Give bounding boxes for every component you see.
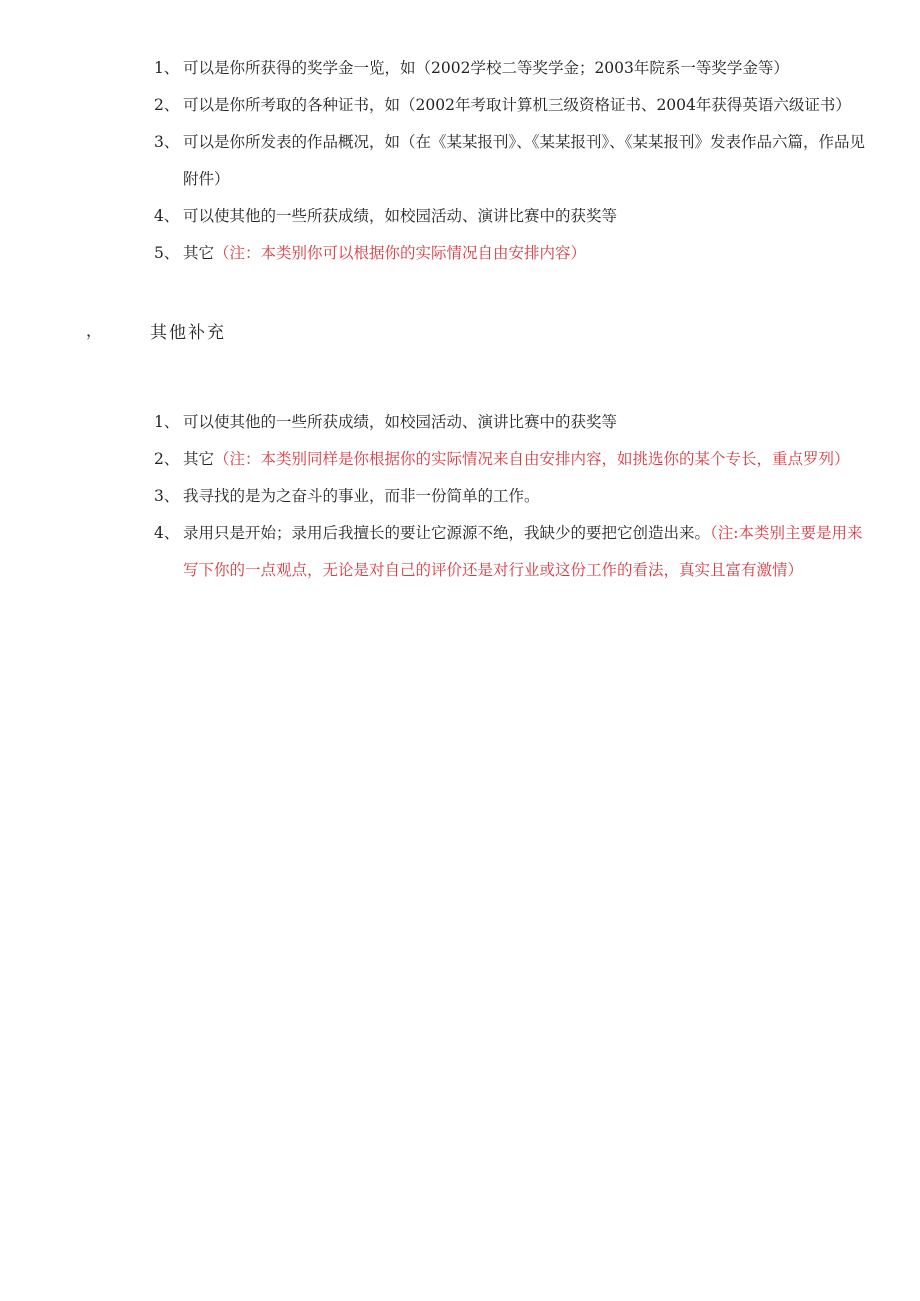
item-text: 可以是你所获得的奖学金一览，如（2002学校二等奖学金；2003年院系一等奖学金等） <box>183 59 789 77</box>
supplement-list <box>150 404 870 589</box>
item-number: 4、 <box>154 207 180 225</box>
item-text: 可以是你所发表的作品概况，如（在《某某报刊》、《某某报刊》、《某某报刊》发表作品六篇，作品见附件） <box>183 133 866 188</box>
item-text: 其它 <box>183 244 215 262</box>
section-title: 其他补充 <box>150 323 226 343</box>
item-note: （注：本类别同样是你根据你的实际情况来自由安排内容，如挑选你的某个专长，重点罗列） <box>214 450 850 468</box>
item-number: 4、 <box>154 524 180 542</box>
item-number: 5、 <box>154 244 180 262</box>
list-item <box>150 478 870 515</box>
item-text: 可以是你所考取的各种证书，如（2002年考取计算机三级资格证书、2004年获得英语六级证书） <box>183 96 851 114</box>
list-item <box>150 198 870 235</box>
section-heading <box>0 318 920 348</box>
item-number: 1、 <box>154 59 180 77</box>
item-number: 1、 <box>154 413 180 431</box>
section-marker: ， <box>86 321 103 340</box>
item-number: 3、 <box>154 487 180 505</box>
list-item <box>150 235 870 272</box>
item-text: 其它 <box>183 450 215 468</box>
list-item <box>150 87 870 124</box>
item-number: 2、 <box>154 450 180 468</box>
achievements-list <box>150 50 870 272</box>
item-note: （注:本类别主要是用来写下你的一点观点，无论是对自己的评价还是对行业或这份工作的看法，真实且富有激情） <box>183 524 863 579</box>
list-item <box>150 441 870 478</box>
list-item <box>150 124 870 198</box>
list-item <box>150 50 870 87</box>
item-text: 可以使其他的一些所获成绩，如校园活动、演讲比赛中的获奖等 <box>183 207 618 225</box>
list-item <box>150 404 870 441</box>
item-number: 2、 <box>154 96 180 114</box>
item-text: 可以使其他的一些所获成绩，如校园活动、演讲比赛中的获奖等 <box>183 413 618 431</box>
item-text: 录用只是开始；录用后我擅长的要让它源源不绝，我缺少的要把它创造出来。 <box>183 524 711 542</box>
list-item <box>150 515 870 589</box>
item-number: 3、 <box>154 133 180 151</box>
item-text: 我寻找的是为之奋斗的事业，而非一份简单的工作。 <box>183 487 540 505</box>
item-note: （注：本类别你可以根据你的实际情况自由安排内容） <box>214 244 587 262</box>
